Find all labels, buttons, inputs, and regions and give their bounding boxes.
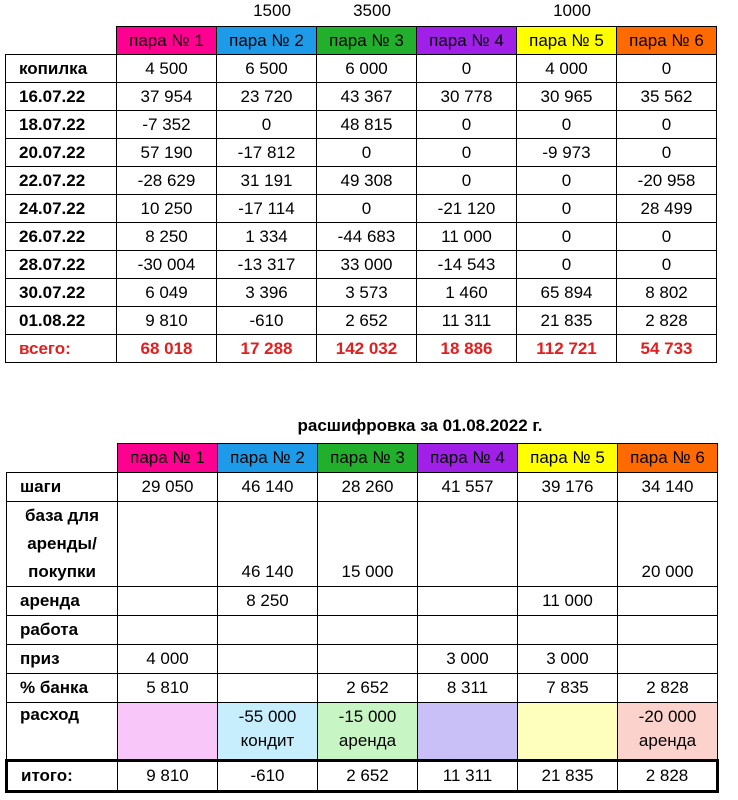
row-label: база для аренды/покупки (7, 502, 118, 587)
value-cell: 28 499 (617, 195, 717, 223)
value-cell: 2 652 (318, 674, 418, 703)
row-label: работа (7, 616, 118, 645)
row-label: 18.07.22 (6, 111, 117, 139)
value-cell: 6 000 (317, 55, 417, 83)
value-cell: 48 815 (317, 111, 417, 139)
value-cell: 43 367 (317, 83, 417, 111)
value-cell: 8 250 (218, 587, 318, 616)
value-cell: 0 (517, 251, 617, 279)
value-cell: -21 120 (417, 195, 517, 223)
value-cell (518, 616, 618, 645)
value-cell: 4 000 (517, 55, 617, 83)
corner-cell (7, 444, 118, 473)
header-row (7, 444, 718, 473)
value-cell (418, 587, 518, 616)
pair-header-1: пара № 1 (118, 444, 218, 473)
value-cell: 4 000 (118, 645, 218, 674)
value-cell: 11 000 (518, 587, 618, 616)
value-cell: 28 260 (318, 473, 418, 502)
value-cell: 6 049 (117, 279, 217, 307)
value-cell: 0 (217, 111, 317, 139)
value-cell: 6 500 (217, 55, 317, 83)
value-cell: 15 000 (318, 502, 418, 587)
expense-cell (618, 703, 718, 761)
table-row (6, 223, 717, 251)
row-label: % банка (7, 674, 118, 703)
value-cell: -7 352 (117, 111, 217, 139)
value-cell: -17 114 (217, 195, 317, 223)
value-cell: 23 720 (217, 83, 317, 111)
row-label: 30.07.22 (6, 279, 117, 307)
pair-header-1: пара № 1 (117, 27, 217, 55)
expense-row (7, 703, 718, 761)
total-value: 112 721 (517, 335, 617, 363)
value-cell: 35 562 (617, 83, 717, 111)
value-cell: 21 835 (517, 307, 617, 335)
value-cell (518, 502, 618, 587)
value-cell: -9 973 (517, 139, 617, 167)
header-row (6, 27, 717, 55)
value-cell (418, 502, 518, 587)
total-value: 142 032 (317, 335, 417, 363)
value-cell: 2 828 (618, 674, 718, 703)
value-cell (218, 645, 318, 674)
value-cell: 0 (417, 139, 517, 167)
pair-header-2: пара № 2 (217, 27, 317, 55)
value-cell (618, 616, 718, 645)
expense-cell (218, 703, 318, 761)
value-cell: 0 (417, 167, 517, 195)
value-cell: -20 958 (617, 167, 717, 195)
sum-label: итого: (7, 761, 118, 792)
value-cell: 0 (517, 167, 617, 195)
corner-cell (6, 27, 117, 55)
value-cell: 30 778 (417, 83, 517, 111)
table-row (6, 195, 717, 223)
table-row (7, 502, 718, 587)
value-cell: 11 000 (417, 223, 517, 251)
total-value: 18 886 (417, 335, 517, 363)
pair-header-4: пара № 4 (418, 444, 518, 473)
value-cell: 34 140 (618, 473, 718, 502)
table-row (7, 587, 718, 616)
value-cell: 8 802 (617, 279, 717, 307)
value-cell: -17 812 (217, 139, 317, 167)
row-label: 26.07.22 (6, 223, 117, 251)
total-value: 68 018 (117, 335, 217, 363)
value-cell (218, 674, 318, 703)
value-cell: 1 334 (217, 223, 317, 251)
expense-value (118, 703, 217, 705)
value-cell: 5 810 (118, 674, 218, 703)
value-cell: 0 (617, 223, 717, 251)
value-cell: 11 311 (417, 307, 517, 335)
sum-value: 9 810 (118, 761, 218, 792)
value-cell (618, 645, 718, 674)
expense-value: -15 000 аренда (338, 707, 397, 750)
pair-header-5: пара № 5 (518, 444, 618, 473)
value-cell: 0 (617, 251, 717, 279)
expense-cell (518, 703, 618, 761)
value-cell: 7 835 (518, 674, 618, 703)
total-label: всего: (6, 335, 117, 363)
value-cell: 1 460 (417, 279, 517, 307)
pair-header-5: пара № 5 (517, 27, 617, 55)
expense-cell (118, 703, 218, 761)
value-cell (118, 616, 218, 645)
value-cell: 0 (417, 55, 517, 83)
value-cell (318, 587, 418, 616)
table-row (7, 674, 718, 703)
row-label: расход (7, 703, 118, 761)
row-label: 28.07.22 (6, 251, 117, 279)
value-cell: -610 (217, 307, 317, 335)
expense-value (518, 703, 617, 705)
value-cell: 3 000 (418, 645, 518, 674)
expense-value: -55 000 кондит (238, 707, 297, 750)
pair-header-4: пара № 4 (417, 27, 517, 55)
pair-header-6: пара № 6 (617, 27, 717, 55)
value-cell: 0 (617, 139, 717, 167)
value-cell: 31 191 (217, 167, 317, 195)
table-row (6, 139, 717, 167)
value-cell (618, 587, 718, 616)
value-cell: -14 543 (417, 251, 517, 279)
total-value: 17 288 (217, 335, 317, 363)
value-cell: 65 894 (517, 279, 617, 307)
value-cell (118, 502, 218, 587)
expense-value (418, 703, 517, 705)
expense-value: -20 000 аренда (638, 707, 697, 750)
value-cell: 3 000 (518, 645, 618, 674)
expense-cell (418, 703, 518, 761)
top-number-pair5: 1000 (553, 1, 591, 20)
pair-header-6: пара № 6 (618, 444, 718, 473)
value-cell (318, 645, 418, 674)
value-cell: 2 652 (317, 307, 417, 335)
value-cell: 0 (517, 111, 617, 139)
expense-cell (318, 703, 418, 761)
value-cell: 46 140 (218, 473, 318, 502)
value-cell: 57 190 (117, 139, 217, 167)
table-row (7, 473, 718, 502)
table-row (6, 307, 717, 335)
top-number-pair2: 1500 (253, 1, 291, 20)
sum-value: 11 311 (418, 761, 518, 792)
pair-header-2: пара № 2 (218, 444, 318, 473)
table-row (6, 111, 717, 139)
row-label: 22.07.22 (6, 167, 117, 195)
value-cell: 9 810 (117, 307, 217, 335)
value-cell: 0 (617, 55, 717, 83)
value-cell (418, 616, 518, 645)
row-label: 16.07.22 (6, 83, 117, 111)
value-cell: 0 (417, 111, 517, 139)
table-row (6, 83, 717, 111)
sum-value: 2 652 (318, 761, 418, 792)
row-label: 24.07.22 (6, 195, 117, 223)
sum-row (7, 761, 718, 792)
total-value: 54 733 (617, 335, 717, 363)
value-cell: 0 (517, 195, 617, 223)
table-row (6, 279, 717, 307)
value-cell: 33 000 (317, 251, 417, 279)
row-label: шаги (7, 473, 118, 502)
value-cell: 0 (317, 195, 417, 223)
breakdown-table (5, 443, 719, 793)
value-cell: 4 500 (117, 55, 217, 83)
pair-header-3: пара № 3 (318, 444, 418, 473)
value-cell: -28 629 (117, 167, 217, 195)
table-row (7, 616, 718, 645)
value-cell: 46 140 (218, 502, 318, 587)
value-cell: 0 (317, 139, 417, 167)
row-label: копилка (6, 55, 117, 83)
value-cell: -13 317 (217, 251, 317, 279)
sum-value: 2 828 (618, 761, 718, 792)
summary-table (5, 26, 717, 363)
value-cell: 3 396 (217, 279, 317, 307)
value-cell: 10 250 (117, 195, 217, 223)
value-cell: 39 176 (518, 473, 618, 502)
row-label: 01.08.22 (6, 307, 117, 335)
value-cell: 0 (617, 111, 717, 139)
value-cell: 29 050 (118, 473, 218, 502)
value-cell: -30 004 (117, 251, 217, 279)
sum-value: 21 835 (518, 761, 618, 792)
table-row (7, 645, 718, 674)
value-cell: 2 828 (617, 307, 717, 335)
total-row (6, 335, 717, 363)
value-cell: 41 557 (418, 473, 518, 502)
value-cell: 8 311 (418, 674, 518, 703)
value-cell: 49 308 (317, 167, 417, 195)
value-cell (118, 587, 218, 616)
top-number-pair3: 3500 (353, 1, 391, 20)
table-row (6, 167, 717, 195)
value-cell: 8 250 (117, 223, 217, 251)
sum-value: -610 (218, 761, 318, 792)
row-label: 20.07.22 (6, 139, 117, 167)
row-label: приз (7, 645, 118, 674)
pair-header-3: пара № 3 (317, 27, 417, 55)
breakdown-title: расшифровка за 01.08.2022 г. (297, 416, 543, 435)
table-row (6, 251, 717, 279)
value-cell: 20 000 (618, 502, 718, 587)
value-cell (318, 616, 418, 645)
value-cell (218, 616, 318, 645)
table-row (6, 55, 717, 83)
value-cell: 37 954 (117, 83, 217, 111)
value-cell: 0 (517, 223, 617, 251)
value-cell: 3 573 (317, 279, 417, 307)
value-cell: 30 965 (517, 83, 617, 111)
row-label: аренда (7, 587, 118, 616)
value-cell: -44 683 (317, 223, 417, 251)
